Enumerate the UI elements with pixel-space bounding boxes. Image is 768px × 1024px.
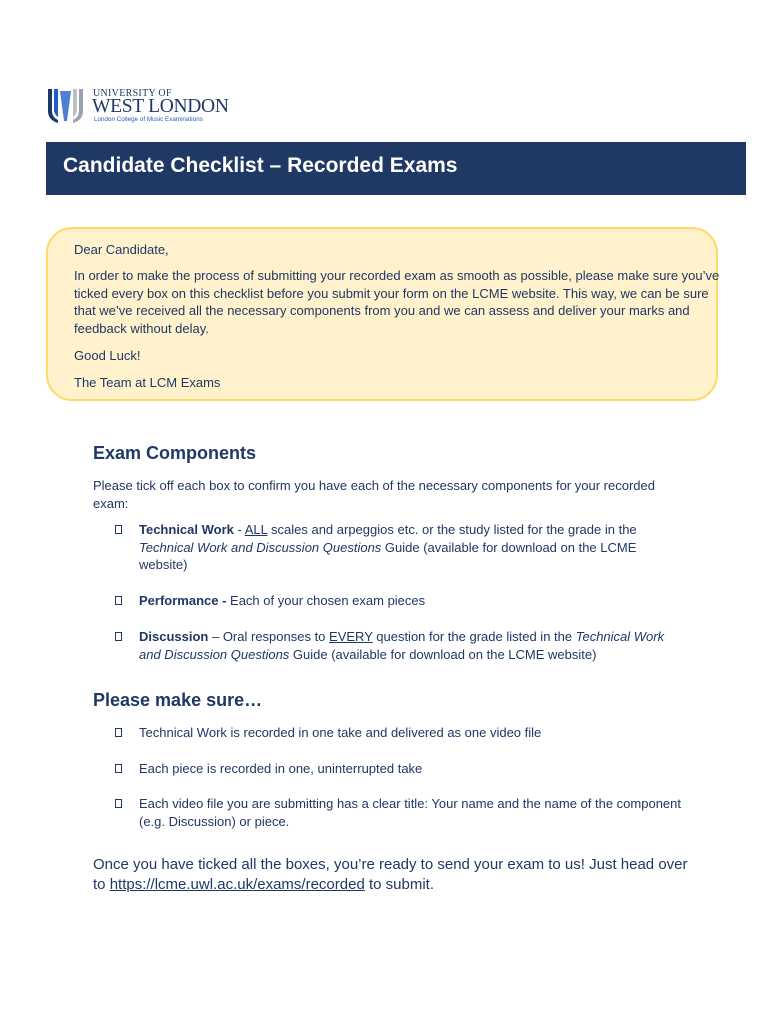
checkbox[interactable]	[115, 596, 122, 605]
title-bar	[46, 142, 746, 195]
checkbox[interactable]	[115, 799, 122, 808]
exam-components-intro: Please tick off each box to confirm you have each of the necessary components for your recorded exam:	[93, 478, 655, 511]
submission-link[interactable]: https://lcme.uwl.ac.uk/exams/recorded	[109, 875, 365, 893]
page-title: Candidate Checklist – Recorded Exams	[63, 154, 458, 177]
checklist-item-text: Each video file you are submitting has a clear title: Your name and the name of the component (e.g. Discussion) or piece.	[139, 796, 682, 829]
note-good-luck: Good Luck!	[74, 348, 141, 363]
checkbox[interactable]	[115, 632, 122, 641]
note-greeting: Dear Candidate,	[74, 242, 169, 257]
checkbox[interactable]	[115, 728, 122, 737]
note-body: In order to make the process of submitting your recorded exam as smooth as possible, please make sure you’ve ticked every box on this checklist before you submit your form on the LCME website. This way, we can be sure that we’ve received all the necessary components from you and we can assess and deliver your marks and feedback without delay.	[74, 268, 720, 336]
note-signoff: The Team at LCM Exams	[74, 375, 221, 390]
closing-text: Once you have ticked all the boxes, you’re ready to send your exam to us! Just head over to https://lcme.uwl.ac.uk/exams/recorded to submit.	[93, 856, 688, 893]
checkbox[interactable]	[115, 525, 122, 534]
exam-components-heading: Exam Components	[93, 443, 257, 463]
uwl-emblem-icon	[47, 87, 87, 125]
checklist-item-text: Technical Work is recorded in one take and delivered as one video file	[139, 725, 542, 740]
logo-line-lcme: London College of Music Examinations	[94, 116, 203, 123]
uwl-logo	[47, 87, 247, 127]
checklist-item-text: Performance - Each of your chosen exam pieces	[139, 593, 426, 608]
logo-line-university: UNIVERSITY OF	[93, 88, 172, 99]
checklist-item-text: Discussion – Oral responses to EVERY question for the grade listed in the Technical Work and Discussion Questions Guide (available for download on the LCME website)	[139, 629, 665, 662]
make-sure-heading: Please make sure…	[93, 690, 263, 710]
welcome-note	[46, 227, 718, 401]
checkbox[interactable]	[115, 764, 122, 773]
checklist-item-text: Technical Work - ALL scales and arpeggios etc. or the study listed for the grade in the Technical Work and Discussion Questions Guide (available for download on the LCME website)	[139, 522, 637, 572]
logo-line-west-london: WEST LONDON	[92, 96, 229, 117]
checklist-item-text: Each piece is recorded in one, uninterrupted take	[139, 761, 423, 776]
